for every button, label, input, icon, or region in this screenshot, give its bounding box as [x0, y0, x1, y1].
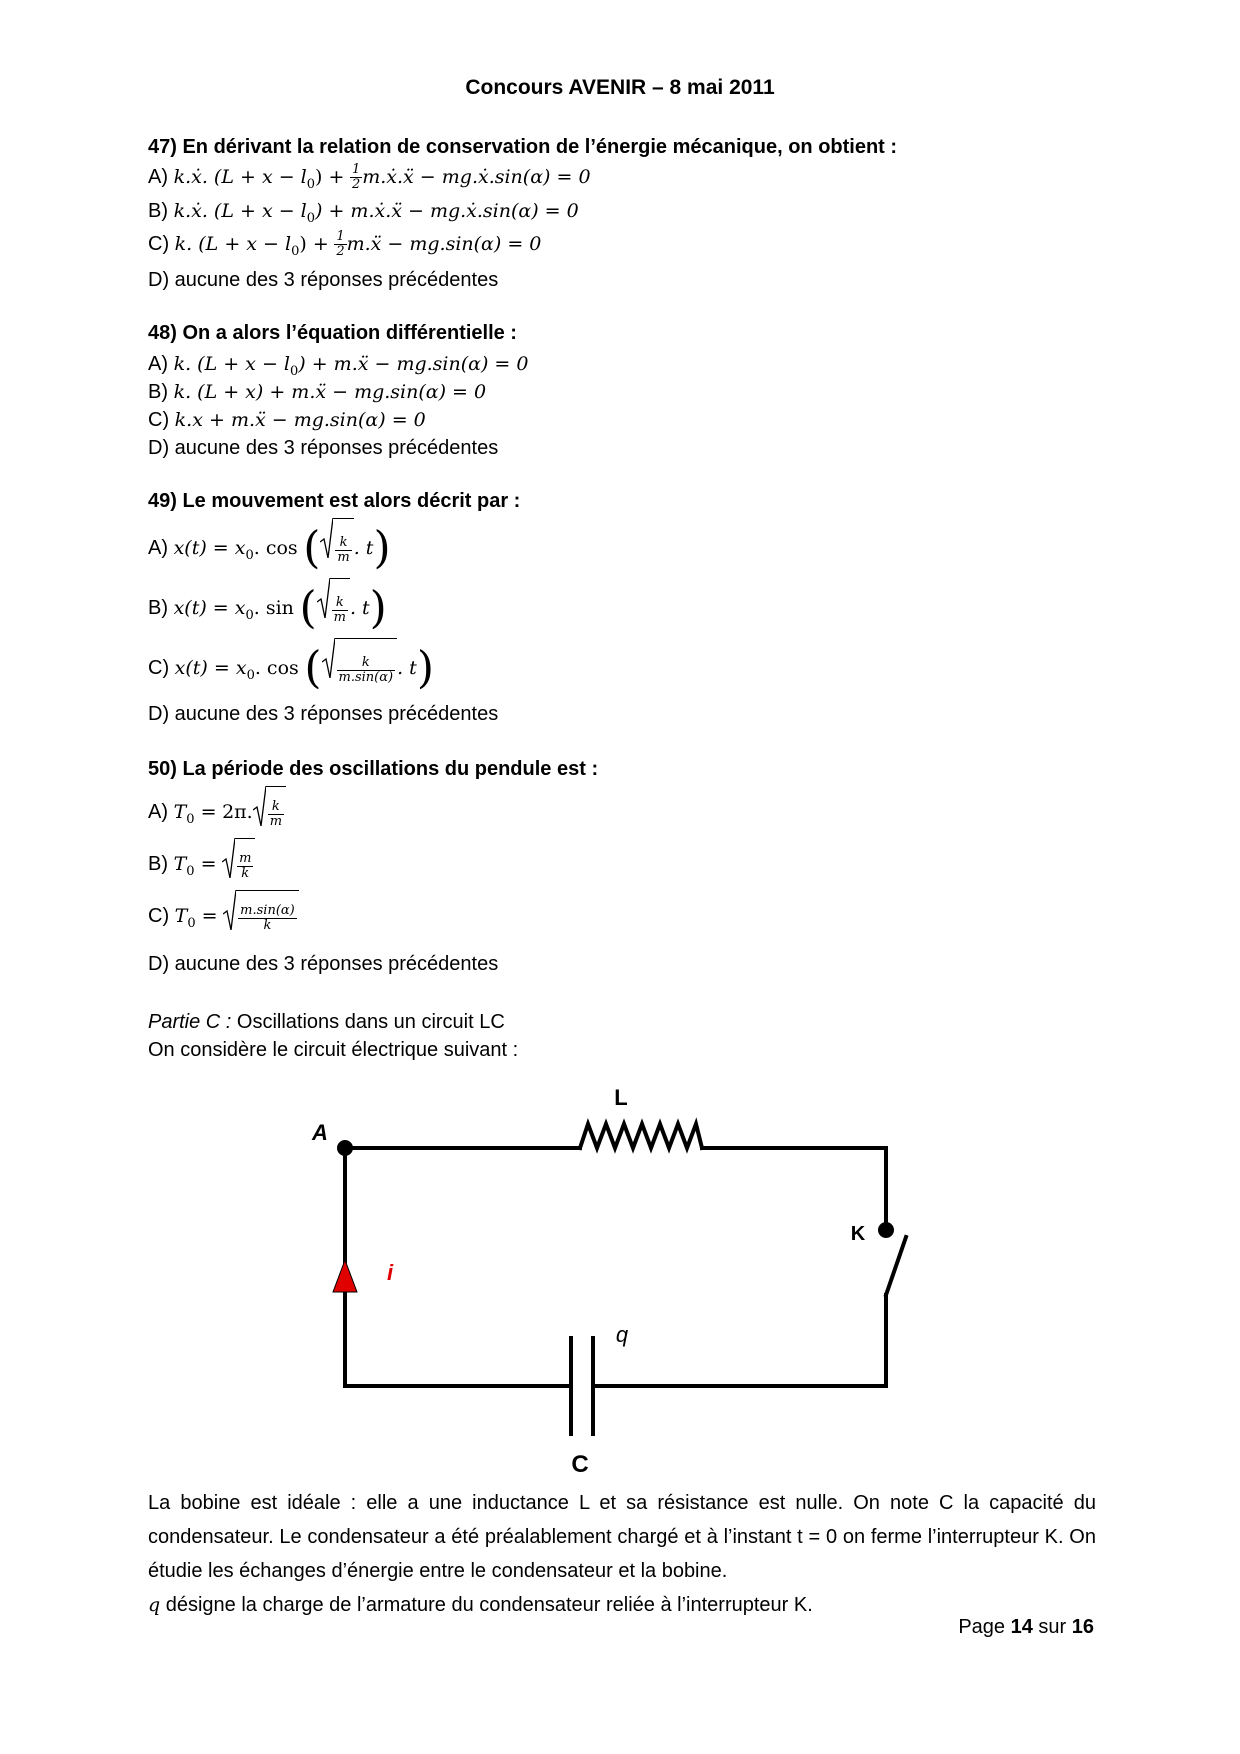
- page-title: Concours AVENIR – 8 mai 2011: [465, 76, 775, 99]
- sqrt: $\frac{k}{m}$: [253, 786, 286, 839]
- math-expr: T: [173, 800, 187, 823]
- question-47-title: 47) En dérivant la relation de conservation de l’énergie mécanique, on obtient :: [148, 136, 898, 158]
- math-expr: k.ẋ. (L + x − l: [173, 200, 307, 222]
- question-50-title: 50) La période des oscillations du pendule est :: [148, 758, 599, 780]
- math-sub: 0: [186, 863, 195, 879]
- paren: (: [299, 582, 317, 634]
- math-expr: m.ẍ − mg.sin(α) = 0: [346, 233, 542, 255]
- option-label: B): [148, 852, 168, 875]
- partie-c-label: Partie C :: [148, 1011, 232, 1033]
- partie-c-title: Oscillations dans un circuit LC: [231, 1011, 505, 1033]
- q49-option-d: D) aucune des 3 réponses précédentes: [148, 703, 499, 725]
- q47-option-d: D) aucune des 3 réponses précédentes: [148, 269, 499, 291]
- page-number: [958, 1616, 1094, 1639]
- sqrt: $\frac{m}{k}$: [222, 838, 255, 891]
- math-sub: 0: [289, 364, 299, 379]
- math-expr: =: [195, 904, 218, 927]
- math-sub: 0: [246, 667, 255, 683]
- math-sub: 0: [245, 547, 254, 563]
- paren: ): [416, 642, 434, 694]
- paren: ): [373, 522, 391, 574]
- label-switch-k: K: [850, 1223, 866, 1245]
- option-label: B): [148, 596, 168, 619]
- math-expr: . cos: [254, 656, 299, 679]
- node-a-dot: [337, 1140, 353, 1156]
- math-expr: k.ẋ. (L + x − l: [173, 166, 307, 188]
- option-label: C): [148, 904, 170, 927]
- math-expr: ) + m.ẋ.ẍ − mg.ẋ.sin(α) = 0: [315, 200, 579, 222]
- option-label: B): [148, 200, 168, 222]
- partie-c-intro: On considère le circuit électrique suivant :: [148, 1039, 519, 1061]
- math-expr: . t: [397, 656, 417, 679]
- sqrt: $\frac{k}{m.\sin(\alpha)}$: [322, 638, 398, 699]
- math-expr: m.ẋ.ẍ − mg.ẋ.sin(α) = 0: [362, 166, 591, 188]
- math-expr: =: [194, 800, 217, 823]
- footer-page-num: 14: [1010, 1616, 1033, 1638]
- q-definition-text: désigne la charge de l’armature du condensateur reliée à l’interrupteur K.: [160, 1594, 813, 1616]
- footer-total: 16: [1071, 1616, 1094, 1638]
- inductor-coil: [580, 1124, 702, 1148]
- math-expr: ) +: [299, 233, 329, 255]
- math-expr: T: [173, 852, 187, 875]
- footer-page-word: Page: [958, 1616, 1011, 1638]
- math-expr: k. (L + x − l: [173, 353, 290, 375]
- label-capacitor: C: [571, 1451, 589, 1478]
- math-sub: 0: [306, 177, 316, 192]
- fraction-half: $\frac{1}{2}$: [336, 229, 345, 260]
- switch-blade: [886, 1237, 906, 1295]
- question-48-title: 48) On a alors l’équation différentielle :: [148, 322, 517, 344]
- math-sub: 0: [187, 915, 196, 931]
- math-expr: ) +: [315, 166, 345, 188]
- math-expr: . cos: [253, 536, 298, 559]
- math-expr: k. (L + x) + m.ẍ − mg.sin(α) = 0: [173, 381, 487, 403]
- circuit-description: La bobine est idéale : elle a une inductance L et sa résistance est nulle. On note C la capacité du condensateur. Le condensateur a été préalablement chargé et à l’instant t = 0 on ferme l’interrupteur K. On étudie les échanges d’énergie entre le condensateur et la bobine.: [148, 1492, 1096, 1582]
- sqrt: $\frac{k}{m}$: [317, 578, 350, 639]
- option-label: B): [148, 381, 168, 403]
- option-label: C): [148, 409, 170, 431]
- math-expr: . t: [349, 596, 370, 619]
- math-sub: 0: [291, 244, 300, 259]
- node-k-dot: [878, 1222, 894, 1238]
- math-expr: ) + m.ẍ − mg.sin(α) = 0: [298, 353, 529, 375]
- math-expr: x(t) = x: [174, 656, 247, 679]
- q48-option-d: D) aucune des 3 réponses précédentes: [148, 437, 499, 459]
- paren: ): [369, 582, 387, 634]
- math-sub: 0: [245, 607, 254, 623]
- math-expr: . t: [353, 536, 374, 559]
- math-expr: . sin: [253, 596, 294, 619]
- option-label: A): [148, 353, 168, 375]
- label-current-i: i: [386, 1260, 394, 1285]
- label-inductor: L: [614, 1085, 628, 1110]
- q-symbol: q: [148, 1594, 161, 1616]
- math-expr: 2π.: [222, 800, 253, 823]
- question-49-title: 49) Le mouvement est alors décrit par :: [148, 490, 521, 512]
- option-label: C): [148, 233, 170, 255]
- label-node-a: A: [312, 1120, 328, 1145]
- option-label: A): [148, 166, 168, 188]
- math-expr: T: [174, 904, 188, 927]
- paren: (: [304, 642, 322, 694]
- current-arrow-icon: [333, 1260, 357, 1292]
- math-expr: k. (L + x − l: [174, 233, 292, 255]
- footer-sur: sur: [1032, 1616, 1072, 1638]
- sqrt: $\frac{m.\sin(\alpha)}{k}$: [223, 890, 299, 943]
- label-charge-q: q: [615, 1322, 629, 1347]
- math-expr: =: [194, 852, 217, 875]
- math-expr: k.x + m.ẍ − mg.sin(α) = 0: [174, 409, 426, 431]
- option-label: C): [148, 656, 170, 679]
- q-definition: [148, 1588, 813, 1622]
- option-label: A): [148, 536, 168, 559]
- math-expr: x(t) = x: [173, 536, 246, 559]
- math-expr: x(t) = x: [173, 596, 246, 619]
- paren: (: [303, 522, 321, 574]
- sqrt: $\frac{k}{m}$: [320, 518, 353, 579]
- fraction-half: $\frac{1}{2}$: [351, 162, 361, 193]
- math-sub: 0: [306, 211, 316, 226]
- math-sub: 0: [186, 811, 195, 827]
- q50-option-d: D) aucune des 3 réponses précédentes: [148, 953, 499, 975]
- option-label: A): [148, 800, 168, 823]
